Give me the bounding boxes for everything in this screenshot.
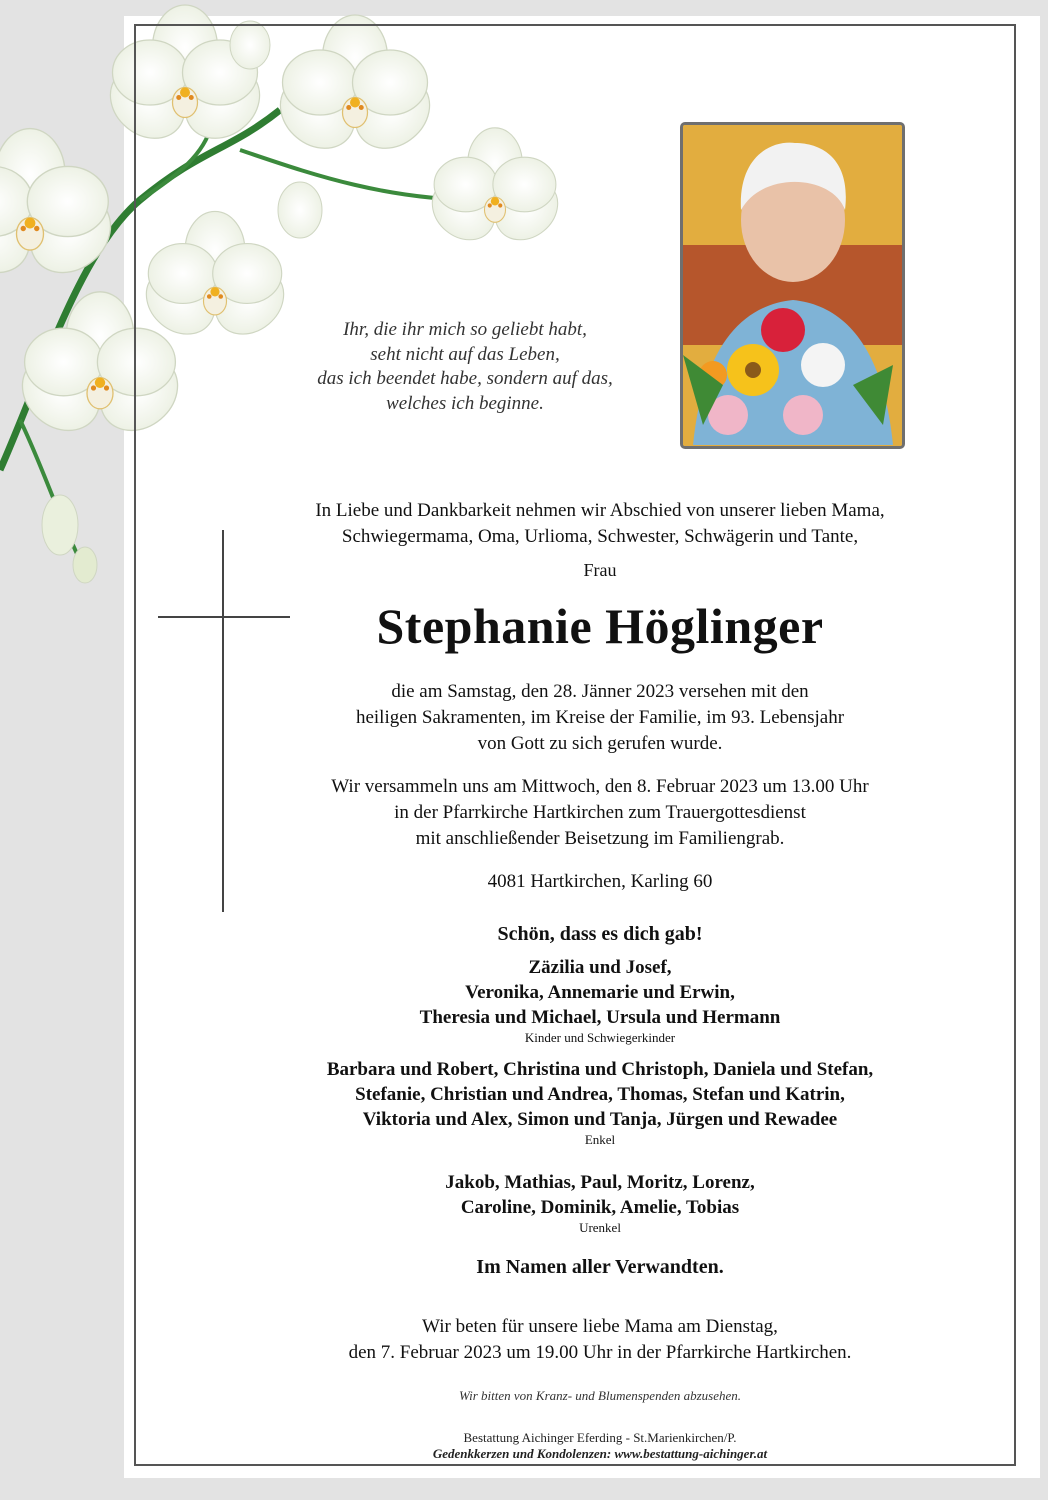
prayer-line: den 7. Februar 2023 um 19.00 Uhr in der Pfarrkirche Hartkirchen. — [348, 1342, 852, 1363]
intro-line: Schwiegermama, Oma, Urlioma, Schwester, Schwägerin und Tante, — [341, 526, 859, 547]
family-line: Zäzilia und Josef, — [528, 957, 672, 978]
family-line: Jakob, Mathias, Paul, Moritz, Lorenz, — [445, 1172, 755, 1193]
death-notice-line: heiligen Sakramenten, im Kreise der Familie, im 93. Lebensjahr — [355, 707, 845, 728]
on-behalf-text: Im Namen aller Verwandten. — [476, 1256, 724, 1278]
poem — [265, 318, 665, 416]
poem-line: seht nicht auf das Leben, — [370, 343, 560, 365]
death-notice — [230, 679, 970, 757]
poem-line: Ihr, die ihr mich so geliebt habt, — [343, 319, 587, 340]
deceased-name: Stephanie Höglinger — [376, 598, 824, 654]
family-line: Theresia und Michael, Ursula und Hermann — [419, 1007, 781, 1028]
poem-line: welches ich beginne. — [386, 392, 544, 414]
service-info — [230, 774, 970, 852]
salutation: Frau — [583, 560, 617, 580]
family-line: Viktoria und Alex, Simon und Tanja, Jürgen und Rewadee — [362, 1109, 838, 1130]
family-label: Kinder und Schwiegerkinder — [524, 1030, 676, 1045]
undertaker-line: Bestattung Aichinger Eferding - St.Marienkirchen/P. — [463, 1430, 737, 1445]
undertaker-info — [230, 1430, 970, 1462]
intro-line: In Liebe und Dankbarkeit nehmen wir Abschied von unserer lieben Mama, — [315, 500, 885, 521]
portrait-photo — [680, 122, 905, 449]
prayer-info — [230, 1314, 970, 1366]
poem-line: das ich beendet habe, sondern auf das, — [317, 368, 613, 389]
cross-icon — [222, 530, 224, 912]
great-grandchildren-list — [230, 1170, 970, 1236]
children-list — [230, 955, 970, 1046]
undertaker-website: Gedenkkerzen und Kondolenzen: www.bestattung-aichinger.at — [432, 1446, 768, 1461]
family-line: Barbara und Robert, Christina und Christoph, Daniela und Stefan, — [326, 1059, 874, 1080]
death-notice-line: von Gott zu sich gerufen wurde. — [477, 733, 723, 754]
grandchildren-list — [230, 1057, 970, 1148]
family-line: Veronika, Annemarie und Erwin, — [465, 982, 735, 1003]
prayer-line: Wir beten für unsere liebe Mama am Dienstag, — [422, 1316, 778, 1337]
service-line: in der Pfarrkirche Hartkirchen zum Trauergottesdienst — [394, 802, 806, 823]
family-line: Stefanie, Christian und Andrea, Thomas, Stefan und Katrin, — [355, 1084, 845, 1105]
family-label: Enkel — [584, 1132, 616, 1147]
service-line: mit anschließender Beisetzung im Familiengrab. — [415, 828, 785, 849]
motto: Schön, dass es dich gab! — [497, 923, 703, 945]
death-notice-line: die am Samstag, den 28. Jänner 2023 versehen mit den — [391, 681, 809, 702]
address: 4081 Hartkirchen, Karling 60 — [487, 871, 713, 892]
family-label: Urenkel — [579, 1220, 621, 1235]
service-line: Wir versammeln uns am Mittwoch, den 8. Februar 2023 um 13.00 Uhr — [331, 776, 869, 797]
flowers-note: Wir bitten von Kranz- und Blumenspenden abzusehen. — [459, 1388, 741, 1403]
intro-text — [230, 498, 970, 550]
family-line: Caroline, Dominik, Amelie, Tobias — [460, 1197, 740, 1218]
